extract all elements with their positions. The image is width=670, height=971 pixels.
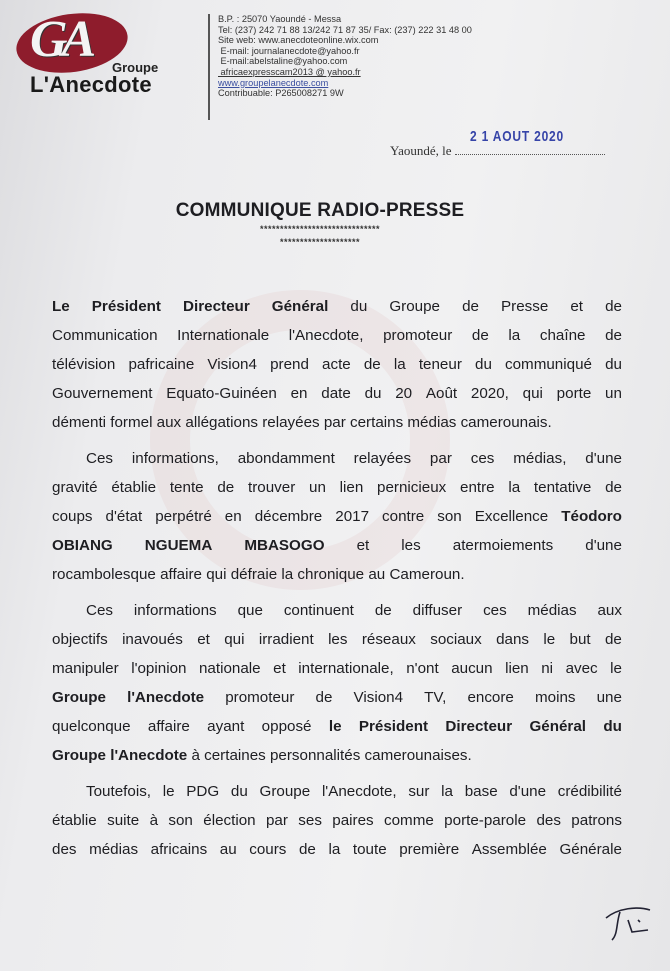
word: en — [224, 508, 242, 525]
paragraph-line — [52, 683, 622, 712]
word: Président — [91, 298, 161, 315]
word: Assemblée — [471, 841, 547, 858]
text-segment: démenti formel aux allégations relayées par certains médias camerounais. — [52, 414, 552, 431]
paragraph — [52, 292, 622, 437]
word: première — [399, 841, 460, 858]
paragraph-line — [52, 408, 622, 437]
title-underline-stars: ****************************** — [259, 224, 381, 234]
word: crédibilité — [557, 783, 622, 800]
word: Equato-Guinéen — [166, 385, 277, 402]
word: le — [610, 660, 622, 677]
word: Vision4 — [207, 356, 257, 373]
word: de — [605, 298, 622, 315]
word: la — [441, 783, 453, 800]
word: chaîne — [539, 327, 586, 344]
word: médias — [527, 602, 577, 619]
title-underline-stars-2: ******************** — [279, 237, 361, 247]
text-segment: rocambolesque affaire qui défraie la chronique au Cameroun. — [52, 566, 465, 583]
word: d'état — [105, 508, 143, 525]
word: sociaux — [430, 631, 482, 648]
word: Excellence — [474, 508, 549, 525]
word: paires — [332, 812, 374, 829]
word: tentative — [533, 479, 592, 496]
word: les — [328, 631, 348, 648]
contact-taxpayer-id: Contribuable: P265008271 9W — [218, 88, 344, 99]
word: trouver — [247, 479, 296, 496]
word: lien — [505, 660, 529, 677]
word: ayant — [207, 718, 245, 735]
word: communiqué — [505, 356, 592, 373]
word: de — [471, 327, 489, 344]
word: Ces — [86, 450, 114, 467]
word: ces — [470, 450, 495, 467]
contact-website: Site web: www.anecdoteonline.wix.com — [218, 35, 379, 46]
paragraph-line — [52, 531, 622, 560]
contact-email-2: E-mail:abelstaline@yahoo.com — [218, 56, 348, 67]
paragraph — [52, 596, 622, 770]
paragraph-line — [52, 625, 622, 654]
word: le — [328, 718, 342, 735]
paragraph-line — [52, 835, 622, 864]
paragraph — [52, 444, 622, 589]
paragraph-line — [52, 741, 622, 770]
word: inavoués — [122, 631, 183, 648]
word: établie — [52, 812, 97, 829]
paragraph-line — [52, 560, 622, 589]
word: Groupe — [52, 689, 107, 706]
word: abondamment — [237, 450, 335, 467]
logo-letters: GA — [30, 11, 91, 68]
word: Directeur — [183, 298, 250, 315]
word: manipuler — [52, 660, 119, 677]
word: d'une — [585, 450, 622, 467]
word: du — [475, 356, 492, 373]
word: son — [168, 812, 193, 829]
word: Vision4 — [353, 689, 404, 706]
word: l'Anecdote — [127, 689, 205, 706]
paragraph-line — [52, 444, 622, 473]
word: du — [605, 356, 622, 373]
document-body — [52, 292, 622, 871]
word: porte-parole — [444, 812, 527, 829]
word: la — [393, 356, 406, 373]
word: le — [162, 783, 175, 800]
word: la — [508, 479, 521, 496]
word: Le — [52, 298, 70, 315]
word: suite — [107, 812, 140, 829]
word: du — [603, 718, 622, 735]
word: Président — [358, 718, 429, 735]
dateline-label: Yaoundé, le — [390, 143, 452, 158]
word: établie — [111, 479, 157, 496]
word: contre — [382, 508, 425, 525]
word: l'opinion — [131, 660, 187, 677]
word: promoteur — [225, 689, 295, 706]
date-stamp: 2 1 AOUT 2020 — [470, 128, 564, 145]
word: 20 — [395, 385, 413, 402]
word: 2020, — [470, 385, 509, 402]
word: la — [508, 327, 521, 344]
word: de — [217, 479, 235, 496]
word: continuent — [283, 602, 354, 619]
contact-website-link[interactable]: www.groupelanecdote.com — [218, 77, 329, 88]
word: à — [149, 812, 159, 829]
word: Groupe — [259, 783, 311, 800]
word: télévision — [52, 356, 116, 373]
word: médias, — [513, 450, 567, 467]
word: relayées — [353, 450, 412, 467]
word: par — [265, 812, 288, 829]
word: date — [321, 385, 351, 402]
bold-text: Groupe l'Anecdote — [52, 747, 188, 764]
word: élection — [203, 812, 256, 829]
word: de — [605, 479, 622, 496]
word: ni — [541, 660, 554, 677]
word: but — [569, 631, 591, 648]
word: aucun — [451, 660, 493, 677]
word: acte — [322, 356, 351, 373]
word: porte — [556, 385, 592, 402]
word: décembre — [254, 508, 323, 525]
word: des — [52, 841, 77, 858]
word: irradient — [258, 631, 314, 648]
word: pafricaine — [128, 356, 195, 373]
word: de — [462, 298, 479, 315]
word: PDG — [186, 783, 220, 800]
word: NGUEMA — [144, 537, 213, 554]
word: et — [356, 537, 370, 554]
word: n'ont — [406, 660, 439, 677]
contact-block — [208, 14, 472, 120]
word: d'une — [585, 537, 622, 554]
company-logo — [8, 6, 208, 96]
paragraph-line — [52, 596, 622, 625]
word: Ces — [86, 602, 114, 619]
word: et — [197, 631, 210, 648]
word: Toutefois, — [86, 783, 152, 800]
word: Générale — [559, 841, 622, 858]
word: en — [290, 385, 308, 402]
word: l'Anecdote, — [321, 783, 397, 800]
paragraph-line — [52, 350, 622, 379]
paragraph-line — [52, 712, 622, 741]
word: informations — [133, 602, 217, 619]
word: du — [350, 298, 368, 315]
word: qui — [522, 385, 543, 402]
word: réseaux — [361, 631, 416, 648]
word: OBIANG — [52, 537, 113, 554]
paragraph-line — [52, 777, 622, 806]
paragraph-line — [52, 321, 622, 350]
word: qui — [224, 631, 245, 648]
word: une — [596, 689, 622, 706]
word: objectifs — [52, 631, 108, 648]
word: des — [536, 812, 561, 829]
word: Internationale — [177, 327, 270, 344]
word: un — [309, 479, 326, 496]
logo-company-name: L'Anecdote — [30, 72, 152, 97]
word: aux — [597, 602, 622, 619]
word: opposé — [261, 718, 312, 735]
word: d'une — [509, 783, 547, 800]
signature-initials — [598, 898, 658, 948]
word: avec — [565, 660, 598, 677]
word: entre — [460, 479, 495, 496]
word: de — [604, 631, 622, 648]
word: affaire — [147, 718, 190, 735]
dateline — [390, 143, 605, 159]
word: africains — [150, 841, 208, 858]
word: ses — [298, 812, 322, 829]
word: atermoiements — [452, 537, 554, 554]
word: gravité — [52, 479, 98, 496]
word: moins — [534, 689, 576, 706]
paragraph-line — [52, 654, 622, 683]
word: de — [605, 327, 622, 344]
word: de — [363, 356, 381, 373]
word: nationale — [198, 660, 261, 677]
word: Général — [271, 298, 329, 315]
word: lien — [339, 479, 364, 496]
word: coups — [52, 508, 93, 525]
word: MBASOGO — [244, 537, 325, 554]
word: et — [570, 298, 584, 315]
text-segment: à certaines personnalités camerounaises. — [187, 747, 472, 764]
word: son — [437, 508, 462, 525]
word: de — [298, 841, 316, 858]
word: cours — [249, 841, 287, 858]
word: dans — [496, 631, 529, 648]
word: que — [237, 602, 263, 619]
word: sur — [408, 783, 430, 800]
word: médias — [89, 841, 139, 858]
word: Téodoro — [561, 508, 622, 525]
contact-address: B.P. : 25070 Yaoundé - Messa — [218, 14, 342, 24]
word: toute — [352, 841, 387, 858]
word: quelconque — [52, 718, 131, 735]
word: Communication — [52, 327, 158, 344]
word: Gouvernement — [52, 385, 153, 402]
word: du — [230, 783, 248, 800]
contact-email-1: E-mail: journalanecdote@yahoo.fr — [218, 45, 360, 56]
word: les — [401, 537, 421, 554]
word: informations, — [131, 450, 219, 467]
paragraph — [52, 777, 622, 864]
dateline-dots — [455, 144, 605, 155]
paragraph-line — [52, 806, 622, 835]
word: 2017 — [335, 508, 370, 525]
paragraph-line — [52, 473, 622, 502]
word: Presse — [501, 298, 549, 315]
word: et — [273, 660, 286, 677]
contact-phone: Tel: (237) 242 71 88 13/242 71 87 35/ Fax: (237) 222 31 48 00 — [218, 24, 472, 35]
word: Groupe — [389, 298, 441, 315]
word: ces — [483, 602, 507, 619]
word: de — [315, 689, 333, 706]
word: l'Anecdote, — [288, 327, 364, 344]
paragraph-line — [52, 502, 622, 531]
word: perpétré — [155, 508, 212, 525]
word: la — [328, 841, 341, 858]
word: base — [464, 783, 498, 800]
word: du — [364, 385, 382, 402]
word: diffuser — [412, 602, 463, 619]
paragraph-line — [52, 379, 622, 408]
word: par — [429, 450, 452, 467]
word: prend — [270, 356, 309, 373]
word: un — [605, 385, 622, 402]
document-title: COMMUNIQUE RADIO-PRESSE — [175, 200, 465, 221]
word: pernicieux — [377, 479, 447, 496]
word: patrons — [571, 812, 622, 829]
paragraph-line — [52, 292, 622, 321]
contact-email-3: africaexpresscam2013 @ yahoo.fr — [218, 66, 361, 77]
word: au — [219, 841, 237, 858]
word: de — [374, 602, 392, 619]
logo-groupe-text: Groupe — [112, 60, 159, 75]
word: internationale, — [298, 660, 394, 677]
word: encore — [467, 689, 514, 706]
word: Directeur — [445, 718, 513, 735]
word: teneur — [418, 356, 462, 373]
word: promoteur — [383, 327, 453, 344]
word: comme — [384, 812, 434, 829]
word: tente — [169, 479, 204, 496]
word: TV, — [424, 689, 447, 706]
word: Août — [425, 385, 458, 402]
word: Général — [529, 718, 587, 735]
word: le — [543, 631, 556, 648]
